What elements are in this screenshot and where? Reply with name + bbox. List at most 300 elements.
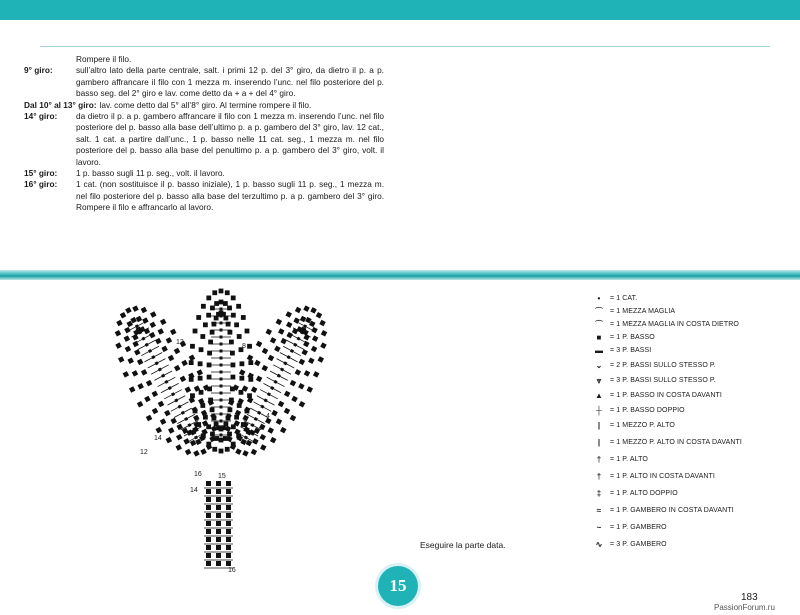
stem-stitch <box>226 513 231 518</box>
instruction-text: lav. come detto dal 5° all’8° giro. Al termine rompere il filo. <box>99 99 312 110</box>
stitch-mark <box>189 354 195 360</box>
diagram-row-label: 12 <box>140 449 148 456</box>
stem-stitch <box>216 513 221 518</box>
stitch-mark <box>220 329 223 332</box>
stitch-mark <box>310 307 316 313</box>
stitch-mark <box>214 301 219 306</box>
stitch-mark <box>299 401 305 407</box>
stitch-mark <box>285 311 291 317</box>
stitch-mark <box>295 369 301 375</box>
stitch-mark <box>164 410 170 416</box>
half-double-icon: | <box>597 421 601 430</box>
stem-stitch <box>206 537 211 542</box>
stitch-mark <box>308 357 314 363</box>
stitch-mark <box>247 354 253 360</box>
stitch-mark <box>219 300 224 305</box>
stitch-mark <box>303 305 309 311</box>
stitch-mark <box>268 355 274 361</box>
stem-stitch <box>226 561 231 566</box>
stem-stitch <box>206 553 211 558</box>
stitch-mark <box>210 330 215 335</box>
stitch-mark <box>136 316 142 322</box>
stitch-mark <box>220 364 223 367</box>
instruction-text: da dietro il p. a p. gambero affrancare il filo con 1 mezza m. inserendo l’unc. nel filo posteriore del p. basso alla base dell’ultimo p. a p. gambero del 3° giro, lav. 12 cat., salt. 1 cat. a partire dall’unc., 1 p. basso nelle 11 cat. seg., 1 mezza m. nel filo posteriore del p. basso alla base del penultimo p. a p. gambero del 3° giro, volt. il lavoro. <box>76 111 384 167</box>
stitch-mark <box>176 434 182 440</box>
stitch-mark <box>201 304 206 309</box>
stitch-mark <box>120 312 126 318</box>
instruction-text: sull’altro lato della parte centrale, salt. i primi 12 p. del 3° giro, da dietro il p. a p. gambero affrancare il filo con 1 mezza m. inserendo l’unc. nel filo posteriore del p. basso seg. del 2° giro e lav. come detto da + a + del 4° giro. <box>76 65 384 99</box>
instruction-intro <box>24 54 384 65</box>
stem-stitch <box>206 497 211 502</box>
stitch-mark <box>201 433 206 438</box>
legend-label: = 1 P. BASSO IN COSTA DAVANTI <box>610 392 722 399</box>
stitch-mark <box>286 322 292 328</box>
stitch-mark <box>168 427 174 433</box>
stitch-mark <box>212 447 217 452</box>
stitch-mark <box>115 330 121 336</box>
stitch-mark <box>228 407 233 412</box>
stitch-mark <box>198 376 203 381</box>
stem-stitch <box>216 521 221 526</box>
stitch-mark <box>206 442 211 447</box>
stitch-mark <box>256 376 262 382</box>
stitch-mark <box>146 380 152 386</box>
legend-item <box>588 472 798 481</box>
stitch-mark <box>193 415 199 421</box>
stitch-mark <box>132 370 138 376</box>
stitch-mark <box>210 432 215 437</box>
stitch-mark <box>271 410 277 416</box>
legend-label: = 1 P. ALTO DOPPIO <box>610 490 678 497</box>
stitch-mark <box>270 337 276 343</box>
stitch-mark <box>127 357 133 363</box>
stitch-mark <box>254 360 260 366</box>
stitch-mark <box>241 315 246 320</box>
stitch-mark <box>239 361 244 366</box>
stitch-mark <box>319 320 325 326</box>
stitch-mark <box>190 440 196 446</box>
stitch-mark <box>250 423 254 427</box>
stitch-mark <box>212 290 217 295</box>
stitch-mark <box>220 392 223 395</box>
stitch-mark <box>160 418 166 424</box>
half-double-front-post-icon: | <box>597 438 601 447</box>
stitch-mark <box>168 355 174 361</box>
stitch-mark <box>161 346 167 352</box>
diagram-row-label: 14 <box>154 435 162 442</box>
stem-stitch <box>206 529 211 534</box>
stitch-mark <box>260 434 266 440</box>
stitch-mark <box>298 383 304 389</box>
legend-label: = 1 CAT. <box>610 295 638 302</box>
stem-stitch <box>216 561 221 566</box>
legend-label: = 3 P. BASSI SULLO STESSO P. <box>610 377 716 384</box>
legend-item <box>588 346 798 355</box>
stitch-mark <box>148 349 152 353</box>
stitch-mark <box>170 329 176 335</box>
stitch-mark <box>220 336 223 339</box>
legend-label: = 1 P. GAMBERO <box>610 524 667 531</box>
stem-stitch <box>206 505 211 510</box>
stem-stitch <box>216 497 221 502</box>
single-crochet-icon: ■ <box>596 333 602 342</box>
diagram-caption: Eseguire la parte data. <box>420 540 506 550</box>
dot-icon: • <box>597 294 601 303</box>
stem-stitch <box>206 513 211 518</box>
watermark-text: PassionForum.ru <box>714 603 775 612</box>
stitch-mark <box>181 411 185 415</box>
stitch-mark <box>203 415 208 420</box>
stitch-mark <box>134 349 140 355</box>
stitch-mark <box>287 355 291 359</box>
stitch-mark <box>244 435 248 439</box>
leaf-diagram-group <box>96 289 346 471</box>
stitch-mark <box>178 405 182 409</box>
stem-stitch <box>216 481 221 486</box>
legend-item <box>588 391 798 400</box>
stitch-mark <box>152 391 158 397</box>
stitch-mark <box>220 427 223 430</box>
stitch-mark <box>290 349 294 353</box>
stem-stitch <box>206 545 211 550</box>
stitch-mark <box>278 401 284 407</box>
stitch-mark <box>220 322 223 325</box>
slip-stitch-icon: ⌒ <box>594 307 604 316</box>
stitch-mark <box>214 436 219 441</box>
legend-label: = 1 P. BASSO <box>610 334 655 341</box>
stitch-mark <box>124 335 130 341</box>
stitch-mark <box>193 329 198 334</box>
stitch-mark <box>267 427 273 433</box>
stitch-mark <box>144 396 150 402</box>
three-reverse-sc-icon: ∿ <box>595 540 603 549</box>
stitch-mark <box>293 343 297 347</box>
stitch-mark <box>156 427 162 433</box>
stitch-mark <box>210 407 215 412</box>
stitch-mark <box>227 306 232 311</box>
stitch-mark <box>141 369 147 375</box>
stitch-mark <box>129 386 135 392</box>
stitch-mark <box>283 361 287 365</box>
stitch-mark <box>276 319 282 325</box>
stitch-mark <box>220 420 223 423</box>
stitch-mark <box>225 290 230 295</box>
stitch-mark <box>291 396 297 402</box>
legend-item <box>588 333 798 342</box>
stitch-mark <box>290 415 296 421</box>
stitch-mark <box>270 386 274 390</box>
stem-stitch <box>216 545 221 550</box>
legend-label: = 3 P. GAMBERO <box>610 541 667 548</box>
stitch-mark <box>237 334 242 339</box>
stitch-mark <box>196 422 201 427</box>
legend-item <box>588 307 798 316</box>
stitch-mark <box>220 378 223 381</box>
stitch-mark <box>175 444 181 450</box>
instruction-text: 1 p. basso sugli 11 p. seg., volt. il lavoro. <box>76 168 225 179</box>
instruction-row-14 <box>24 111 384 168</box>
stem-stitch <box>216 505 221 510</box>
stitch-mark <box>239 390 244 395</box>
stitch-mark <box>200 403 205 408</box>
stitch-mark <box>256 341 262 347</box>
stitch-mark <box>199 347 204 352</box>
stitch-mark <box>141 337 145 341</box>
instruction-text: 1 cat. (non sostituisce il p. basso iniziale), 1 p. basso sugli 11 p. seg., 1 mezza m. nel filo posteriore del p. basso alla base del terzultimo p. a p. gambero del 3° giro. Rompere il filo e affrancarlo al lavoro. <box>76 179 384 213</box>
stitch-mark <box>260 405 264 409</box>
two-sc-same-stitch-icon: ⌄ <box>595 361 603 370</box>
legend-label: = 1 MEZZO P. ALTO IN COSTA DAVANTI <box>610 439 742 446</box>
stem-stitch <box>226 529 231 534</box>
stitch-mark <box>228 330 233 335</box>
legend-label: = 1 P. GAMBERO IN COSTA DAVANTI <box>610 507 734 514</box>
stitch-mark <box>290 380 296 386</box>
stitch-mark <box>280 427 286 433</box>
stitch-mark <box>189 377 194 382</box>
stitch-mark <box>185 386 191 392</box>
stitch-mark <box>115 342 121 348</box>
stitch-mark <box>206 313 211 318</box>
instruction-intro-text: Rompere il filo. <box>76 54 132 64</box>
stitch-mark <box>145 343 149 347</box>
stitch-mark <box>227 432 232 437</box>
legend-item <box>588 376 798 385</box>
stitch-mark <box>280 338 286 344</box>
treble-crochet-icon: ‡ <box>596 489 602 498</box>
stitch-mark <box>274 380 278 384</box>
legend-label: = 1 P. ALTO <box>610 456 648 463</box>
stitch-mark <box>295 307 301 313</box>
stitch-mark <box>220 434 223 437</box>
stitch-mark <box>189 360 194 365</box>
stitch-mark <box>214 422 219 427</box>
stitch-mark <box>220 399 223 402</box>
stitch-mark <box>146 415 152 421</box>
legend-item <box>588 540 798 549</box>
stitch-mark <box>297 337 301 341</box>
stitch-mark <box>270 437 276 443</box>
stitch-mark <box>207 363 212 368</box>
stitch-mark <box>141 307 147 313</box>
legend-item <box>588 421 798 430</box>
top-header-bar <box>0 0 800 20</box>
stem-diagram-group <box>204 481 233 568</box>
stitch-mark <box>220 385 223 388</box>
stitch-mark <box>184 417 188 421</box>
stitch-mark <box>231 375 236 380</box>
instruction-label: 9° giro: <box>24 65 53 76</box>
diagram-row-label: 15 <box>218 473 226 480</box>
instruction-label: 14° giro: <box>24 111 58 122</box>
stem-stitch <box>226 521 231 526</box>
stitch-mark <box>203 322 208 327</box>
section-divider-band <box>0 270 800 280</box>
stitch-mark <box>157 328 163 334</box>
stitch-mark <box>137 359 143 365</box>
stem-stitch <box>226 481 231 486</box>
stem-stitch <box>206 561 211 566</box>
stitch-mark <box>274 346 280 352</box>
instruction-label: Dal 10° al 13° giro: <box>24 99 97 110</box>
slip-stitch-back-loop-icon: ⌒ <box>594 320 604 329</box>
instruction-row-9 <box>24 65 384 99</box>
stitch-mark <box>220 343 223 346</box>
stitch-mark <box>206 296 211 301</box>
legend-item <box>588 294 798 303</box>
legend-label: = 1 MEZZA MAGLIA IN COSTA DIETRO <box>610 321 739 328</box>
stitch-mark <box>231 313 236 318</box>
stitch-mark <box>300 316 306 322</box>
stitch-mark <box>219 438 224 443</box>
stitch-mark <box>284 391 290 397</box>
stitch-mark <box>267 392 271 396</box>
stitch-mark <box>220 357 223 360</box>
stitch-mark <box>193 409 198 414</box>
stem-stitch <box>226 537 231 542</box>
stitch-mark <box>174 348 180 354</box>
legend-label: = 1 MEZZA MAGLIA <box>610 308 676 315</box>
stitch-mark <box>158 367 162 371</box>
symbol-legend <box>588 294 798 557</box>
legend-label: = 3 P. BASSI <box>610 347 652 354</box>
legend-item <box>588 506 798 515</box>
stitch-mark <box>196 315 201 320</box>
stitch-mark <box>150 311 156 317</box>
stitch-mark <box>264 398 268 402</box>
step-badge: 15 <box>378 566 418 606</box>
stitch-mark <box>247 344 252 349</box>
stitch-mark <box>318 356 324 362</box>
double-crochet-front-post-icon: † <box>596 472 602 481</box>
double-crochet-icon: † <box>596 455 602 464</box>
stem-stitch <box>216 529 221 534</box>
diagram-row-label: 4 <box>266 413 270 420</box>
crochet-diagram <box>96 286 346 576</box>
stitch-mark <box>132 305 138 311</box>
stitch-mark <box>155 361 159 365</box>
legend-item <box>588 489 798 498</box>
stitch-mark <box>166 437 172 443</box>
stitch-mark <box>304 370 310 376</box>
stitch-mark <box>254 417 258 421</box>
stitch-mark <box>242 415 248 421</box>
stitch-mark <box>278 328 284 334</box>
stitch-mark <box>284 408 290 414</box>
stitch-mark <box>190 393 195 398</box>
stitch-mark <box>137 383 143 389</box>
stitch-mark <box>210 306 215 311</box>
stitch-mark <box>207 375 212 380</box>
stitch-mark <box>123 371 129 377</box>
sc-front-post-icon: ▲ <box>594 391 604 400</box>
stitch-mark <box>245 329 250 334</box>
legend-item <box>588 361 798 370</box>
stitch-mark <box>311 346 317 352</box>
stitch-mark <box>200 334 205 339</box>
stitch-mark <box>220 315 223 318</box>
stitch-mark <box>236 304 241 309</box>
stitch-mark <box>180 376 186 382</box>
stitch-mark <box>174 398 178 402</box>
stitch-mark <box>223 301 228 306</box>
stitch-mark <box>307 386 313 392</box>
instruction-row-10-13 <box>24 100 384 111</box>
stitch-mark <box>234 322 239 327</box>
stitch-mark <box>262 348 268 354</box>
stem-stitch <box>216 553 221 558</box>
stitch-mark <box>174 365 180 371</box>
stitch-mark <box>206 424 211 429</box>
stitch-mark <box>164 380 168 384</box>
stitch-mark <box>242 450 248 456</box>
stitch-mark <box>220 350 223 353</box>
stitch-mark <box>197 369 203 375</box>
stitch-mark <box>160 319 166 325</box>
diagram-row-label: 8 <box>242 343 246 350</box>
stitch-mark <box>125 346 131 352</box>
stitch-mark <box>231 363 236 368</box>
diagram-row-label: 14 <box>190 487 198 494</box>
reverse-sc-icon: ~ <box>596 523 602 532</box>
header-divider <box>40 46 770 47</box>
stem-stitch <box>226 505 231 510</box>
stitch-mark <box>260 444 266 450</box>
stitch-mark <box>168 386 172 390</box>
instruction-row-15 <box>24 168 384 179</box>
stitch-mark <box>194 435 198 439</box>
stitch-mark <box>220 308 223 311</box>
stitch-mark <box>187 423 191 427</box>
stitch-mark <box>301 349 307 355</box>
stitch-mark <box>299 359 305 365</box>
stitch-mark <box>226 322 231 327</box>
legend-label: = 1 MEZZO P. ALTO <box>610 422 675 429</box>
stitch-mark <box>118 356 124 362</box>
instruction-row-16 <box>24 179 384 213</box>
instruction-label: 15° giro: <box>24 168 58 179</box>
stitch-mark <box>266 329 272 335</box>
legend-item <box>588 455 798 464</box>
stitch-mark <box>166 337 172 343</box>
diagram-row-label: 16 <box>228 567 236 574</box>
diagram-row-label: 16 <box>194 471 202 478</box>
stitch-mark <box>193 450 199 456</box>
instruction-label: 16° giro: <box>24 179 58 190</box>
stitch-mark <box>312 335 318 341</box>
stitch-mark <box>316 312 322 318</box>
stem-stitch <box>216 489 221 494</box>
reverse-sc-front-post-icon: ≈ <box>596 506 602 515</box>
stitch-mark <box>235 448 241 454</box>
stitch-mark <box>320 342 326 348</box>
stitch-mark <box>137 401 143 407</box>
stitch-mark <box>219 289 224 294</box>
stitch-mark <box>248 360 253 365</box>
stitch-mark <box>125 307 131 313</box>
stem-stitch <box>226 553 231 558</box>
stitch-mark <box>257 411 261 415</box>
three-sc-same-stitch-icon: ⩔ <box>596 376 602 385</box>
stitch-mark <box>219 449 224 454</box>
instructions-block <box>24 54 384 214</box>
stitch-mark <box>207 387 212 392</box>
stitch-mark <box>262 365 268 371</box>
double-sc-icon: ┼ <box>596 406 602 415</box>
stitch-mark <box>251 449 257 455</box>
stitch-mark <box>200 448 206 454</box>
stitch-mark <box>190 344 195 349</box>
stitch-mark <box>321 330 327 336</box>
